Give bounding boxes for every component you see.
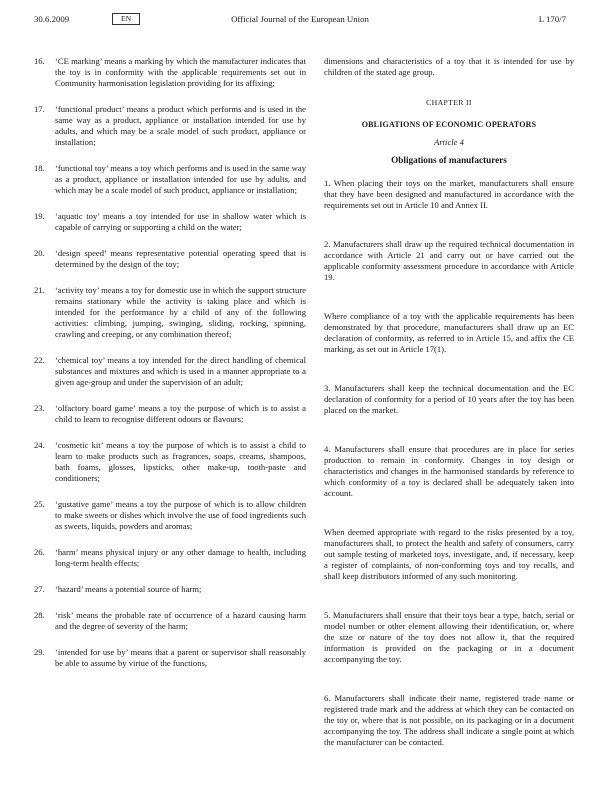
definition-number: 23. [34,403,45,413]
definition-number: 21. [34,285,45,295]
right-column [324,56,574,748]
definition-text: ‘cosmetic kit’ means a toy the purpose of which is to assist a child to learn to make products such as fragrances, soaps, creams, shampoos, bath foams, glosses, lipsticks, other make-up, tooth-paste and conditioners; [55,440,306,483]
definition-number: 28. [34,610,45,620]
page-header [34,14,566,30]
definition-item [34,403,306,425]
definition-text: ‘chemical toy’ means a toy intended for the direct handling of chemical substances and mixtures and which is used in a manner appropriate to a given age-group and under the supervision of an adult; [55,355,306,387]
definition-text: ‘functional product’ means a product which performs and is used in the same way as a product, appliance or installation intended for use by adults, and which may be a scale model of such product, appliance or installation; [55,104,306,147]
definition-number: 16. [34,56,45,66]
definition-text: ‘intended for use by’ means that a parent or supervisor shall reasonably be able to assume by virtue of the functions, [55,647,306,668]
definition-text: ‘risk’ means the probable rate of occurrence of a hazard causing harm and the degree of severity of the harm; [55,610,306,631]
definition-item [34,248,306,270]
definition-item [34,647,306,669]
article-paragraph: 6. Manufacturers shall indicate their name, registered trade name or registered trade mark and the address at which they can be contacted on the toy or, where that is not possible, on its packaging or in a document accompanying the toy. The address shall indicate a single point at which the manufacturer can be contacted. [324,693,574,747]
definition-number: 19. [34,211,45,221]
definition-number: 24. [34,440,45,450]
definition-text: ‘activity toy’ means a toy for domestic use in which the support structure remains stationary while the activity is taking place and which is intended for the performance by a child of any of the following activities: climbing, jumping, swinging, sliding, rocking, spinning, crawling and creeping, or any combination thereof; [55,285,306,339]
left-column [34,56,306,669]
definition-text: ‘aquatic toy’ means a toy intended for use in shallow water which is capable of carrying or supporting a child on the water; [55,211,306,232]
definition-item [34,584,306,595]
definition-item [34,610,306,632]
definition-text: ‘design speed’ means representative potential operating speed that is determined by the design of the toy; [55,248,306,269]
chapter-title: OBLIGATIONS OF ECONOMIC OPERATORS [361,120,537,129]
definition-item [34,499,306,532]
article-paragraph: When deemed appropriate with regard to the risks presented by a toy, manufacturers shall, to protect the health and safety of consumers, carry out sample testing of marketed toys, investigate, and, if necessary, keep a register of complaints, of non-conforming toys and toy recalls, and shall keep distributors informed of any such monitoring. [324,527,574,581]
article-paragraph: 1. When placing their toys on the market, manufacturers shall ensure that they have been designed and manufactured in accordance with the requirements set out in Article 10 and Annex II. [324,178,574,210]
definition-item [34,355,306,388]
definition-item [34,547,306,569]
language-badge: EN [112,13,140,25]
definition-text: ‘harm’ means physical injury or any other damage to health, including long-term health effects; [55,547,306,568]
article-paragraph: Where compliance of a toy with the applicable requirements has been demonstrated by that procedure, manufacturers shall draw up an EC declaration of conformity, as referred to in Article 15, and affix the CE marking, as set out in Article 17(1). [324,311,574,354]
definition-number: 27. [34,584,45,594]
definition-text: ‘CE marking’ means a marking by which the manufacturer indicates that the toy is in conformity with the applicable requirements set out in Community harmonisation legislation providing for its affixing; [55,56,306,88]
article-paragraph: 5. Manufacturers shall ensure that their toys bear a type, batch, serial or model number or other element allowing their identification, or, where the size or nature of the toy does not allow it, that the required information is provided on the packaging or in a document accompanying the toy. [324,610,574,664]
definition-number: 22. [34,355,45,365]
article-paragraph: 4. Manufacturers shall ensure that procedures are in place for series production to remain in conformity. Changes in toy design or characteristics and changes in the harmonised standards by reference to which conformity of a toy is declared shall be adequately taken into account. [324,444,574,498]
definition-item [34,285,306,340]
definition-item [34,56,306,89]
definition-item [34,163,306,196]
definition-number: 25. [34,499,45,509]
definition-number: 26. [34,547,45,557]
definition-number: 17. [34,104,45,114]
article-title: Obligations of manufacturers [391,155,507,165]
definition-number: 20. [34,248,45,258]
definition-text: ‘olfactory board game’ means a toy the purpose of which is to assist a child to learn to recognise different odours or flavours; [55,403,306,424]
definition-text: ‘gustative game’ means a toy the purpose of which is to allow children to make sweets or dishes which involve the use of food ingredients such as sweets, liquids, powders and aromas; [55,499,306,531]
definition-text: ‘hazard’ means a potential source of harm; [55,584,202,594]
page-reference: L 170/7 [538,14,566,24]
journal-title: Official Journal of the European Union [231,14,369,24]
definition-item [34,440,306,484]
definition-number: 29. [34,647,45,657]
article-paragraph: 3. Manufacturers shall keep the technical documentation and the EC declaration of conformity for a period of 10 years after the toy has been placed on the market. [324,383,574,415]
continuation-text: dimensions and characteristics of a toy that it is intended for use by children of the stated age group. [324,56,574,77]
publication-date: 30.6.2009 [34,14,70,24]
definition-number: 18. [34,163,45,173]
article-paragraph: 2. Manufacturers shall draw up the required technical documentation in accordance with Article 21 and carry out or have carried out the applicable conformity assessment procedure in accordance with Article 19. [324,239,574,282]
definition-item [34,104,306,148]
article-number: Article 4 [434,137,464,147]
definition-item [34,211,306,233]
definition-text: ‘functional toy’ means a toy which performs and is used in the same way as a product, appliance or installation intended for use by adults, and which may be a scale model of such product, appliance or installation; [55,163,306,195]
chapter-heading: CHAPTER II [426,98,472,107]
